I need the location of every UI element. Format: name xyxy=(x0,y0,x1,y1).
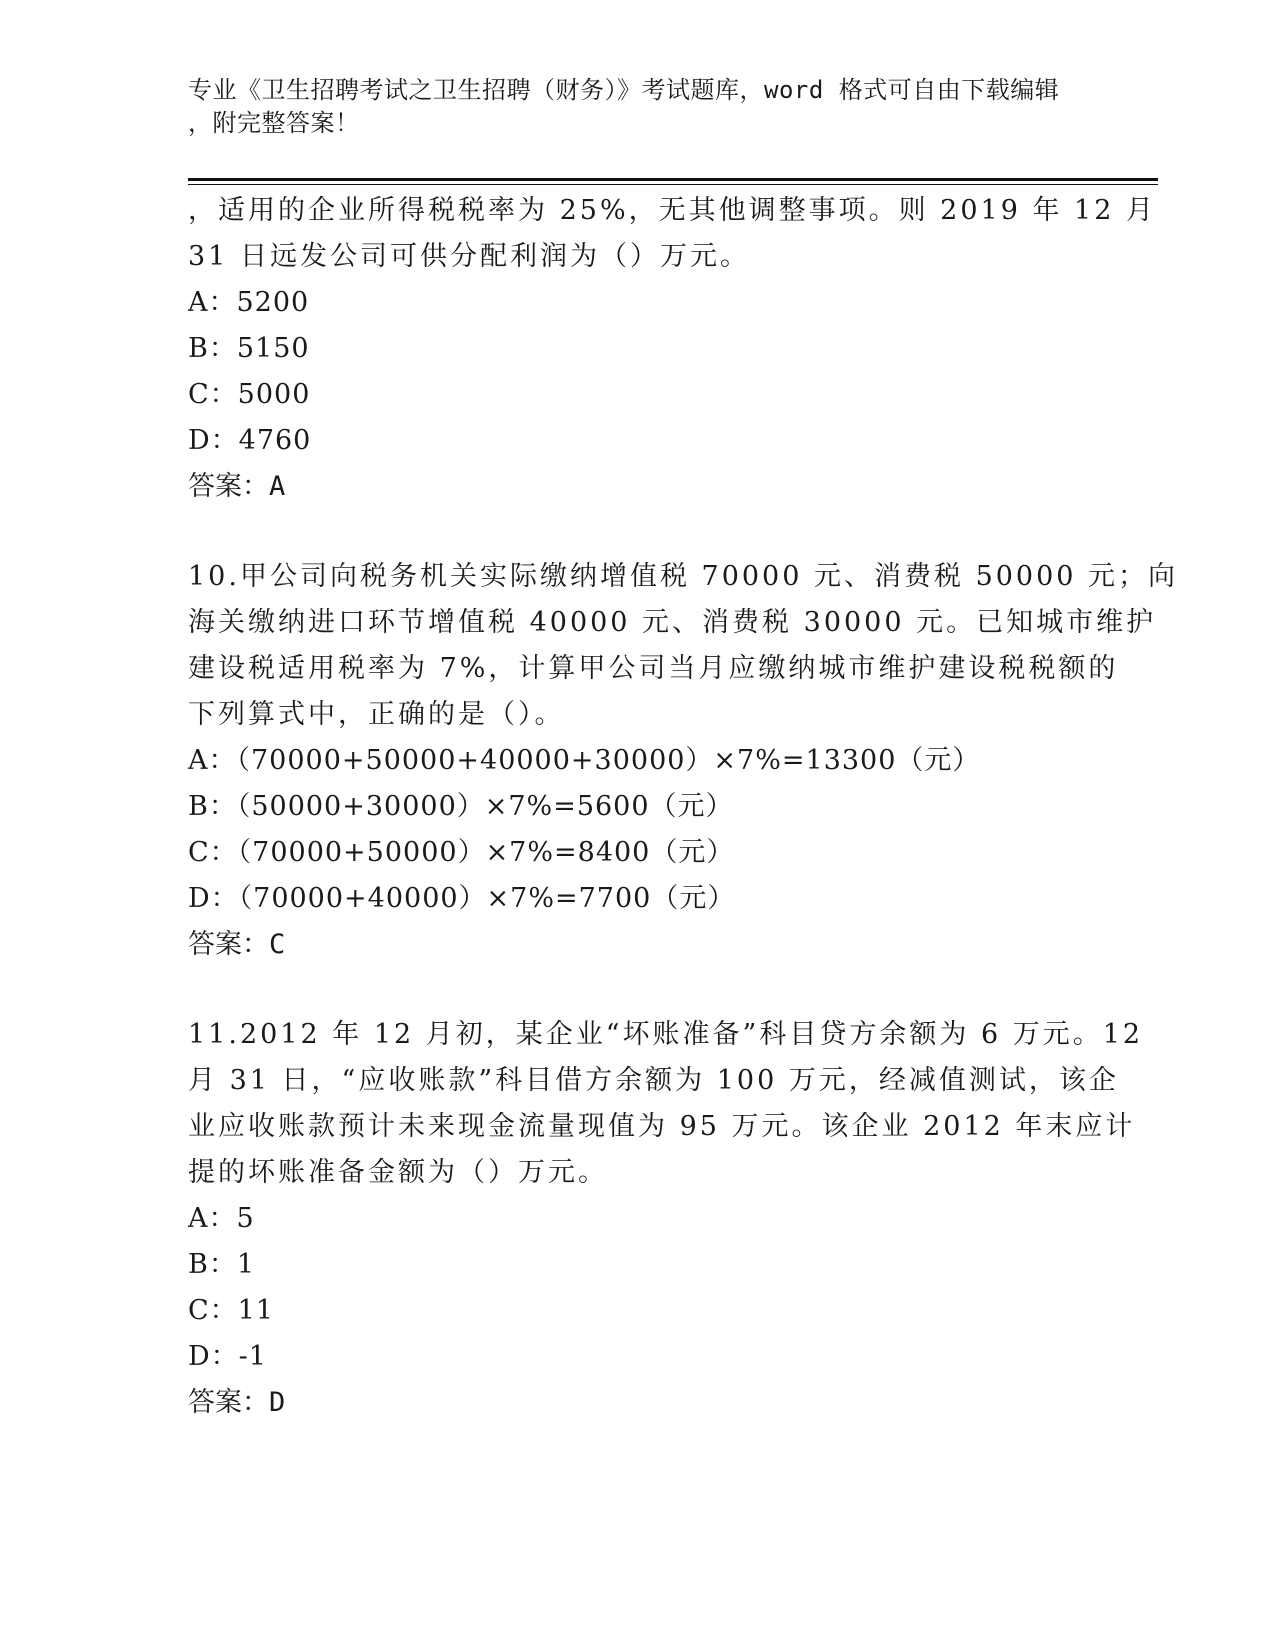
document-body xyxy=(188,188,1179,1426)
question-text-line: 11.2012 年 12 月初，某企业“坏账准备”科目贷方余额为 6 万元。12 xyxy=(188,1019,1144,1050)
question-10 xyxy=(188,554,1179,968)
question-text-line: 提的坏账准备金额为（）万元。 xyxy=(188,1157,608,1188)
question-text-line: 建设税适用税率为 7%，计算甲公司当月应缴纳城市维护建设税税额的 xyxy=(188,653,1119,684)
document-header xyxy=(188,74,1088,140)
answer: 答案：C xyxy=(188,929,286,960)
option-a: A：5 xyxy=(188,1203,255,1234)
answer: 答案：A xyxy=(188,471,286,502)
header-line-2: ，附完整答案！ xyxy=(188,109,360,137)
question-text-line: 业应收账款预计未来现金流量现值为 95 万元。该企业 2012 年末应计 xyxy=(188,1111,1136,1142)
option-b: B：（50000+30000）×7%=5600（元） xyxy=(188,791,734,822)
option-a: A：5200 xyxy=(188,287,310,318)
question-text-line: 月 31 日，“应收账款”科目借方余额为 100 万元，经减值测试，该企 xyxy=(188,1065,1119,1096)
header-divider-thick xyxy=(188,178,1158,181)
question-11 xyxy=(188,1012,1144,1426)
option-b: B：5150 xyxy=(188,333,310,364)
option-b: B：1 xyxy=(188,1249,256,1280)
spacer xyxy=(188,968,1088,1012)
option-a: A：（70000+50000+40000+30000）×7%=13300（元） xyxy=(188,745,981,776)
option-d: D：（70000+40000）×7%=7700（元） xyxy=(188,883,736,914)
spacer xyxy=(188,510,1088,554)
option-c: C：5000 xyxy=(188,379,311,410)
question-text-line: 10.甲公司向税务机关实际缴纳增值税 70000 元、消费税 50000 元；向 xyxy=(188,561,1179,592)
answer: 答案：D xyxy=(188,1387,286,1418)
option-d: D：-1 xyxy=(188,1341,267,1372)
header-divider-thin xyxy=(188,184,1158,185)
question-9 xyxy=(188,188,1156,510)
question-text-line: 31 日远发公司可供分配利润为（）万元。 xyxy=(188,241,750,272)
header-line-1: 专业《卫生招聘考试之卫生招聘（财务）》考试题库，word 格式可自由下载编辑 xyxy=(188,76,1060,104)
option-c: C：11 xyxy=(188,1295,275,1326)
question-text-line: ，适用的企业所得税税率为 25%，无其他调整事项。则 2019 年 12 月 xyxy=(188,195,1156,226)
option-d: D：4760 xyxy=(188,425,312,456)
option-c: C：（70000+50000）×7%=8400（元） xyxy=(188,837,735,868)
question-text-line: 海关缴纳进口环节增值税 40000 元、消费税 30000 元。已知城市维护 xyxy=(188,607,1157,638)
question-text-line: 下列算式中，正确的是（）。 xyxy=(188,699,565,730)
